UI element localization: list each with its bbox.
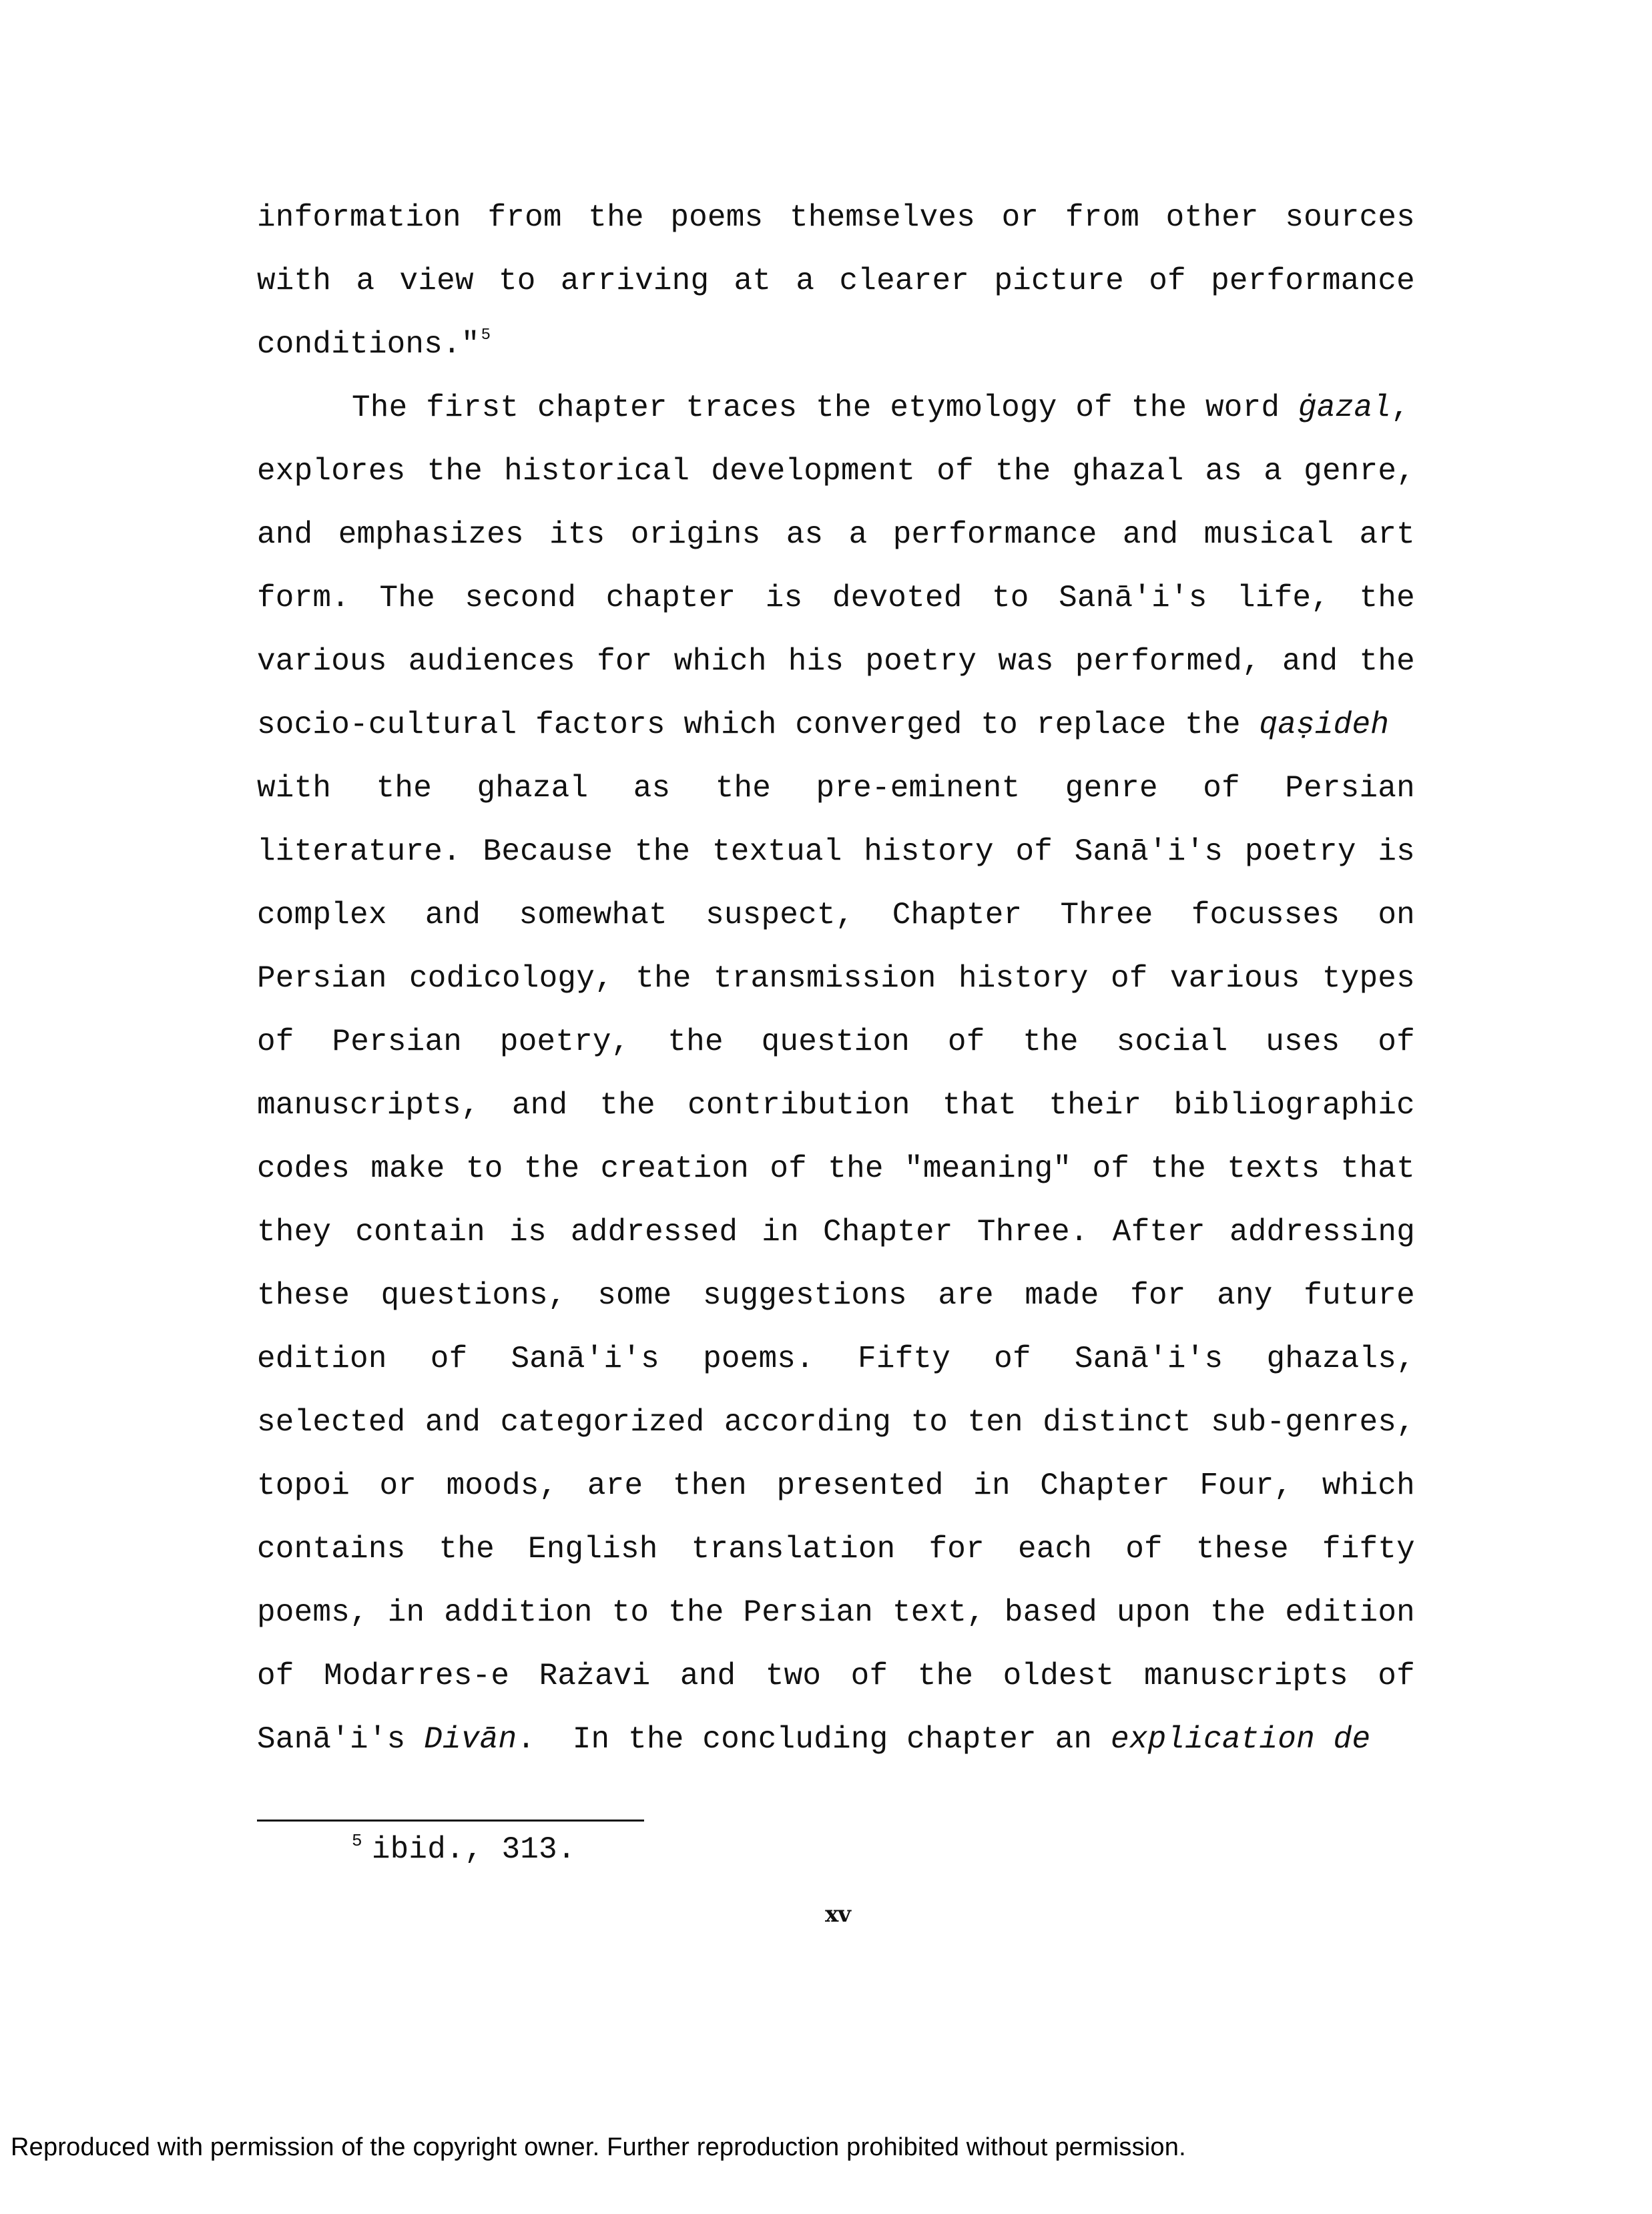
word: in [387,1595,425,1630]
word: with [257,264,332,298]
word: the [439,1532,495,1567]
word: the [667,1025,724,1059]
word: Fifty [858,1342,951,1376]
word: fifty [1322,1532,1415,1567]
word: which [1322,1468,1415,1503]
word: Because [483,834,613,869]
word: Persian [1285,771,1415,806]
word: his [788,644,844,679]
word: Four, [1199,1468,1293,1503]
footnote-ref: 5 [481,326,491,344]
word: is [509,1215,547,1250]
word: made [1025,1278,1099,1313]
word: of [994,1342,1031,1376]
word: the [634,834,691,869]
word: edition [1285,1595,1415,1630]
text-line-20 [257,1405,1415,1440]
footnote-divider [257,1820,644,1822]
word: of [947,1025,985,1059]
word: life, [1236,581,1330,615]
word: view [399,264,474,298]
word: the [635,961,692,996]
word: to [910,1405,948,1440]
word: or [379,1468,417,1503]
word: of [936,454,974,489]
word: each [1017,1532,1093,1567]
word: history [864,834,994,869]
permission-notice: Reproduced with permission of the copyright owner. Further reproduction prohibited without permission. [11,2133,1186,2161]
word: addressed [570,1215,738,1250]
word: a [796,264,815,298]
word: are [938,1278,994,1313]
word: as [633,771,671,806]
word: poetry [865,644,977,679]
word: Persian [332,1025,463,1059]
word: ghazals, [1266,1342,1415,1376]
word: the [523,1151,580,1186]
word: Sanā'i's [1074,1342,1223,1376]
word: some [597,1278,672,1313]
word: of [850,1659,888,1693]
word: two [765,1659,822,1693]
word: are [587,1468,643,1503]
word: the [995,454,1051,489]
word: and [425,898,481,932]
text-line-21 [257,1468,1415,1503]
word: contribution [687,1088,910,1123]
word: ten [967,1405,1023,1440]
word: suspect, [706,898,854,932]
footnote [352,1832,576,1867]
word: poems [670,200,764,235]
word: with [257,771,332,806]
text-line-10 [257,771,1415,806]
word: genre, [1304,454,1415,489]
word: textual [712,834,842,869]
word: suggestions [702,1278,907,1313]
word: ghazal [1072,454,1184,489]
word: texts [1227,1151,1320,1186]
word: of [1378,1659,1415,1693]
word: pre-eminent [816,771,1021,806]
text-line-23 [257,1595,1415,1630]
word: contain [355,1215,485,1250]
word: the [828,1151,884,1186]
word: of [1378,1025,1415,1059]
word: development [711,454,916,489]
word: of [430,1342,468,1376]
word: the [427,454,483,489]
word: sources [1285,200,1415,235]
text-line-15 [257,1088,1415,1123]
word: poetry, [499,1025,630,1059]
word: the [1023,1025,1079,1059]
word: for [597,644,653,679]
word: Three. [977,1215,1089,1250]
word: question [761,1025,910,1059]
word: poems. [703,1342,814,1376]
word: addressing [1229,1215,1415,1250]
word: Sanā'i's [1059,581,1207,615]
word: information [257,200,461,235]
word: the [1359,644,1415,679]
text-line-13 [257,961,1415,996]
word: in [973,1468,1011,1503]
word: upon [1116,1595,1191,1630]
word: musical [1203,517,1334,552]
word: The [379,581,435,615]
word: Sanā'i's [511,1342,659,1376]
word: Modarres-e [324,1659,510,1693]
text-line-24 [257,1659,1415,1693]
word: Persian [743,1595,874,1630]
word: selected [257,1405,406,1440]
word: as [786,517,824,552]
word: manuscripts [1143,1659,1348,1693]
word: literature. [257,834,461,869]
word: the [668,1595,724,1630]
word: emphasizes [338,517,524,552]
text-line-4: The first chapter traces the etymology of the word ġazal, [352,390,1410,425]
word: various [257,644,387,679]
word: in [762,1215,799,1250]
word: Chapter [823,1215,953,1250]
word: any [1217,1278,1273,1313]
word: performed, [1075,644,1261,679]
word: questions, [380,1278,567,1313]
word: Persian [257,961,387,996]
text-line-8 [257,644,1415,679]
word: of [1092,1151,1130,1186]
word: a [356,264,375,298]
word: themselves [789,200,976,235]
word: is [765,581,803,615]
word: the [715,771,772,806]
word: types [1322,961,1415,996]
word: Chapter [1040,1468,1170,1503]
text-line-25: Sanā'i's Divān. In the concluding chapter an explication de [257,1722,1371,1757]
word: which [673,644,767,679]
footnote-text: ibid., 313. [371,1832,576,1867]
word: and [425,1405,481,1440]
word: to [611,1595,649,1630]
word: second [465,581,577,615]
word: sub-genres, [1211,1405,1415,1440]
word: to [465,1151,503,1186]
word: is [1378,834,1415,869]
word: creation [600,1151,750,1186]
word: that [942,1088,1017,1123]
word: the [1209,1595,1266,1630]
word: make [370,1151,445,1186]
word: English [527,1532,658,1567]
word: moods, [446,1468,558,1503]
text-line-7 [257,581,1415,615]
page-number: xv [824,1901,851,1928]
word: transmission [713,961,936,996]
word: codes [257,1151,350,1186]
word: a [848,517,868,552]
word: Rażavi [539,1659,651,1693]
word: various [1169,961,1300,996]
word: contains [257,1532,406,1567]
word: these [257,1278,350,1313]
word: text, [892,1595,986,1630]
text-line-17 [257,1215,1415,1250]
word: social [1116,1025,1228,1059]
text-line-22 [257,1532,1415,1567]
word: according [724,1405,892,1440]
word: Chapter [892,898,1023,932]
word: audiences [408,644,575,679]
word: bibliographic [1173,1088,1415,1123]
word: from [1065,200,1140,235]
word: its [549,517,605,552]
text-line-18 [257,1278,1415,1313]
text-line-11 [257,834,1415,869]
word: translation [691,1532,896,1567]
text-line-1 [257,200,1415,235]
text-line-5 [257,454,1415,489]
word: other [1165,200,1259,235]
word: "meaning" [904,1151,1072,1186]
word: performance [1211,264,1415,298]
word: as [1205,454,1243,489]
word: from [487,200,562,235]
word: manuscripts, [257,1088,480,1123]
word: topoi [257,1468,350,1503]
word: clearer [839,264,970,298]
word: that [1340,1151,1415,1186]
word: devoted [832,581,962,615]
word: focusses [1191,898,1340,932]
word: or [1001,200,1039,235]
word: arriving [560,264,710,298]
word: uses [1266,1025,1340,1059]
word: then [672,1468,747,1503]
word: they [257,1215,332,1250]
word: and [511,1088,568,1123]
word: the [599,1088,655,1123]
word: codicology, [408,961,613,996]
text-line-12 [257,898,1415,932]
word: future [1304,1278,1415,1313]
word: presented [776,1468,944,1503]
word: of [1015,834,1053,869]
word: of [1149,264,1186,298]
word: the [376,771,433,806]
word: ghazal [477,771,589,806]
word: was [998,644,1054,679]
text-line-2 [257,264,1415,298]
word: the [588,200,644,235]
word: the [1150,1151,1206,1186]
text-line-14 [257,1025,1415,1059]
text-line-16 [257,1151,1415,1186]
word: picture [994,264,1124,298]
word: poems, [257,1595,368,1630]
word: historical [504,454,690,489]
word: and [257,517,313,552]
word: based [1004,1595,1097,1630]
text-line-19 [257,1342,1415,1376]
word: Sanā'i's [1074,834,1223,869]
word: and [679,1659,736,1693]
word: art [1359,517,1415,552]
word: complex [257,898,387,932]
word: of [1203,771,1240,806]
word: of [770,1151,807,1186]
word: form. [257,581,350,615]
word: of [1110,961,1148,996]
word: to [991,581,1029,615]
word: at [734,264,772,298]
text-line-6 [257,517,1415,552]
text-line-9: socio-cultural factors which converged to replace the qaṣideh [257,708,1390,742]
word: the [1359,581,1415,615]
word: and [1122,517,1179,552]
word: a [1264,454,1283,489]
word: of [257,1659,294,1693]
word: origins [630,517,761,552]
word: distinct [1043,1405,1191,1440]
word: addition [444,1595,593,1630]
word: of [1125,1532,1163,1567]
word: their [1049,1088,1142,1123]
word: categorized [500,1405,705,1440]
word: oldest [1003,1659,1115,1693]
word: for [928,1532,985,1567]
word: Three [1060,898,1153,932]
word: performance [892,517,1097,552]
word: for [1130,1278,1186,1313]
word: chapter [605,581,736,615]
word: genre [1065,771,1158,806]
word: these [1195,1532,1289,1567]
word: edition [257,1342,387,1376]
word: After [1112,1215,1205,1250]
word: and [1282,644,1338,679]
word: history [958,961,1089,996]
text-line-3: conditions."$^5$ [257,326,491,362]
word: poetry [1244,834,1356,869]
word: the [917,1659,974,1693]
footnote-marker: 5 [352,1831,362,1851]
word: explores [257,454,406,489]
word: to [499,264,536,298]
word: somewhat [519,898,667,932]
word: on [1378,898,1415,932]
word: of [257,1025,294,1059]
